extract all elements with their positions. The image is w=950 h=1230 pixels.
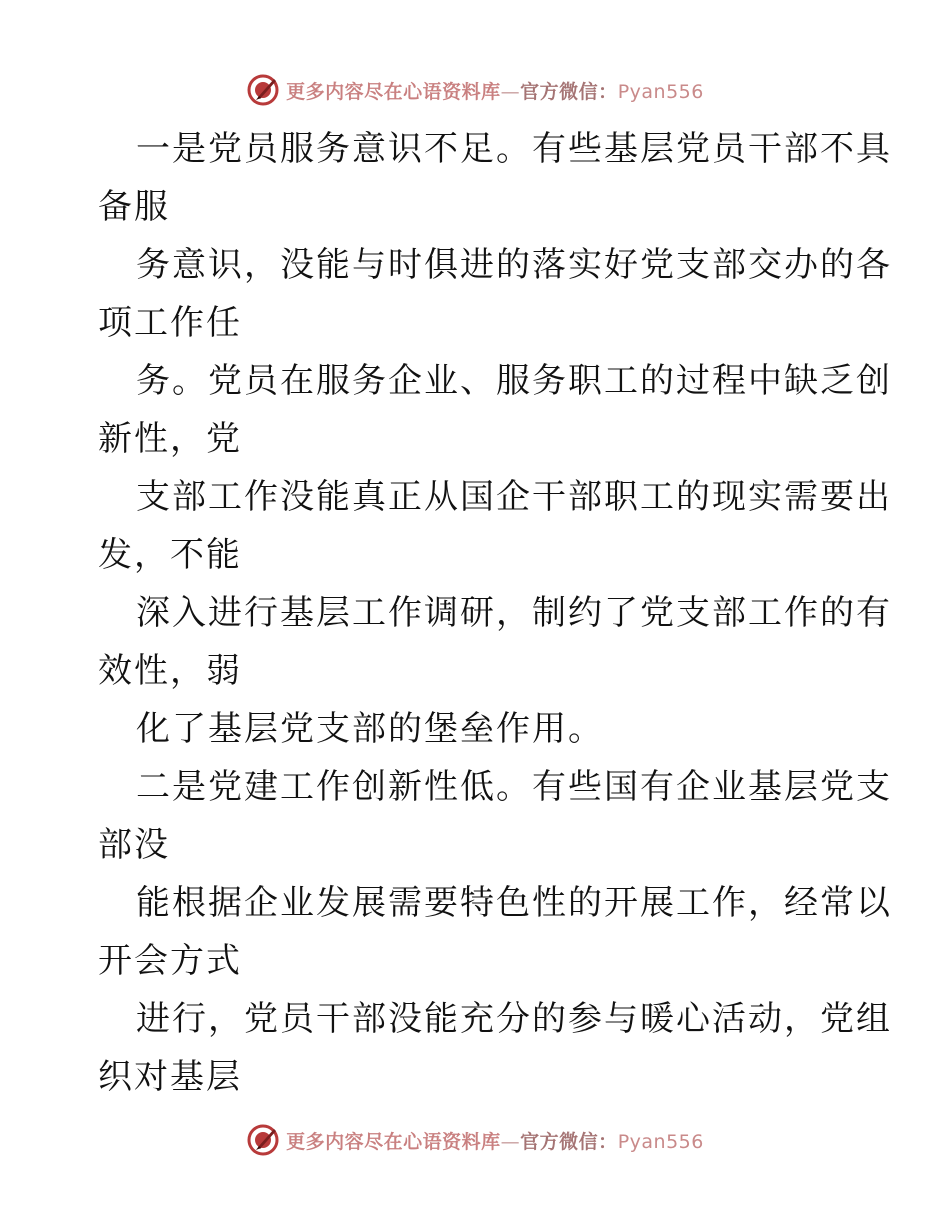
- text-line: 开会方式: [98, 941, 242, 981]
- text-line: 能根据企业发展需要特色性的开展工作，经常以: [136, 883, 892, 923]
- banner-wechat-id: Pyan556: [617, 80, 704, 103]
- text-line: 深入进行基层工作调研，制约了党支部工作的有: [136, 593, 892, 633]
- text-line: 二是党建工作创新性低。有些国有企业基层党支: [136, 767, 892, 807]
- text-line: 效性，弱: [98, 651, 242, 691]
- quill-seal-icon: [246, 1123, 280, 1157]
- banner-caption: [286, 1127, 704, 1154]
- document-body: [98, 120, 892, 1106]
- banner-official-label: 官方微信：: [520, 1130, 618, 1153]
- quill-seal-icon: [246, 73, 280, 107]
- banner-official-label: 官方微信：: [520, 80, 618, 103]
- banner-brand: 更多内容尽在心语资料库: [286, 1130, 501, 1153]
- text-line: 进行，党员干部没能充分的参与暖心活动，党组: [136, 999, 892, 1039]
- text-line: 发，不能: [98, 535, 242, 575]
- footer-banner: [0, 1120, 950, 1160]
- banner-separator: —: [500, 1130, 521, 1153]
- banner-wechat-id: Pyan556: [617, 1130, 704, 1153]
- banner-caption: [286, 77, 704, 104]
- text-line: 务意识，没能与时俱进的落实好党支部交办的各: [136, 245, 892, 285]
- text-line: 新性，党: [98, 419, 242, 459]
- text-line: 一是党员服务意识不足。有些基层党员干部不具: [136, 129, 892, 169]
- text-line: 务。党员在服务企业、服务职工的过程中缺乏创: [136, 361, 892, 401]
- text-line: 化了基层党支部的堡垒作用。: [136, 709, 604, 749]
- banner-separator: —: [500, 80, 521, 103]
- header-banner: [0, 70, 950, 110]
- banner-brand: 更多内容尽在心语资料库: [286, 80, 501, 103]
- text-line: 项工作任: [98, 303, 242, 343]
- text-line: 织对基层: [98, 1057, 242, 1097]
- text-line: 部没: [98, 825, 170, 865]
- text-line: 备服: [98, 187, 170, 227]
- text-line: 支部工作没能真正从国企干部职工的现实需要出: [136, 477, 892, 517]
